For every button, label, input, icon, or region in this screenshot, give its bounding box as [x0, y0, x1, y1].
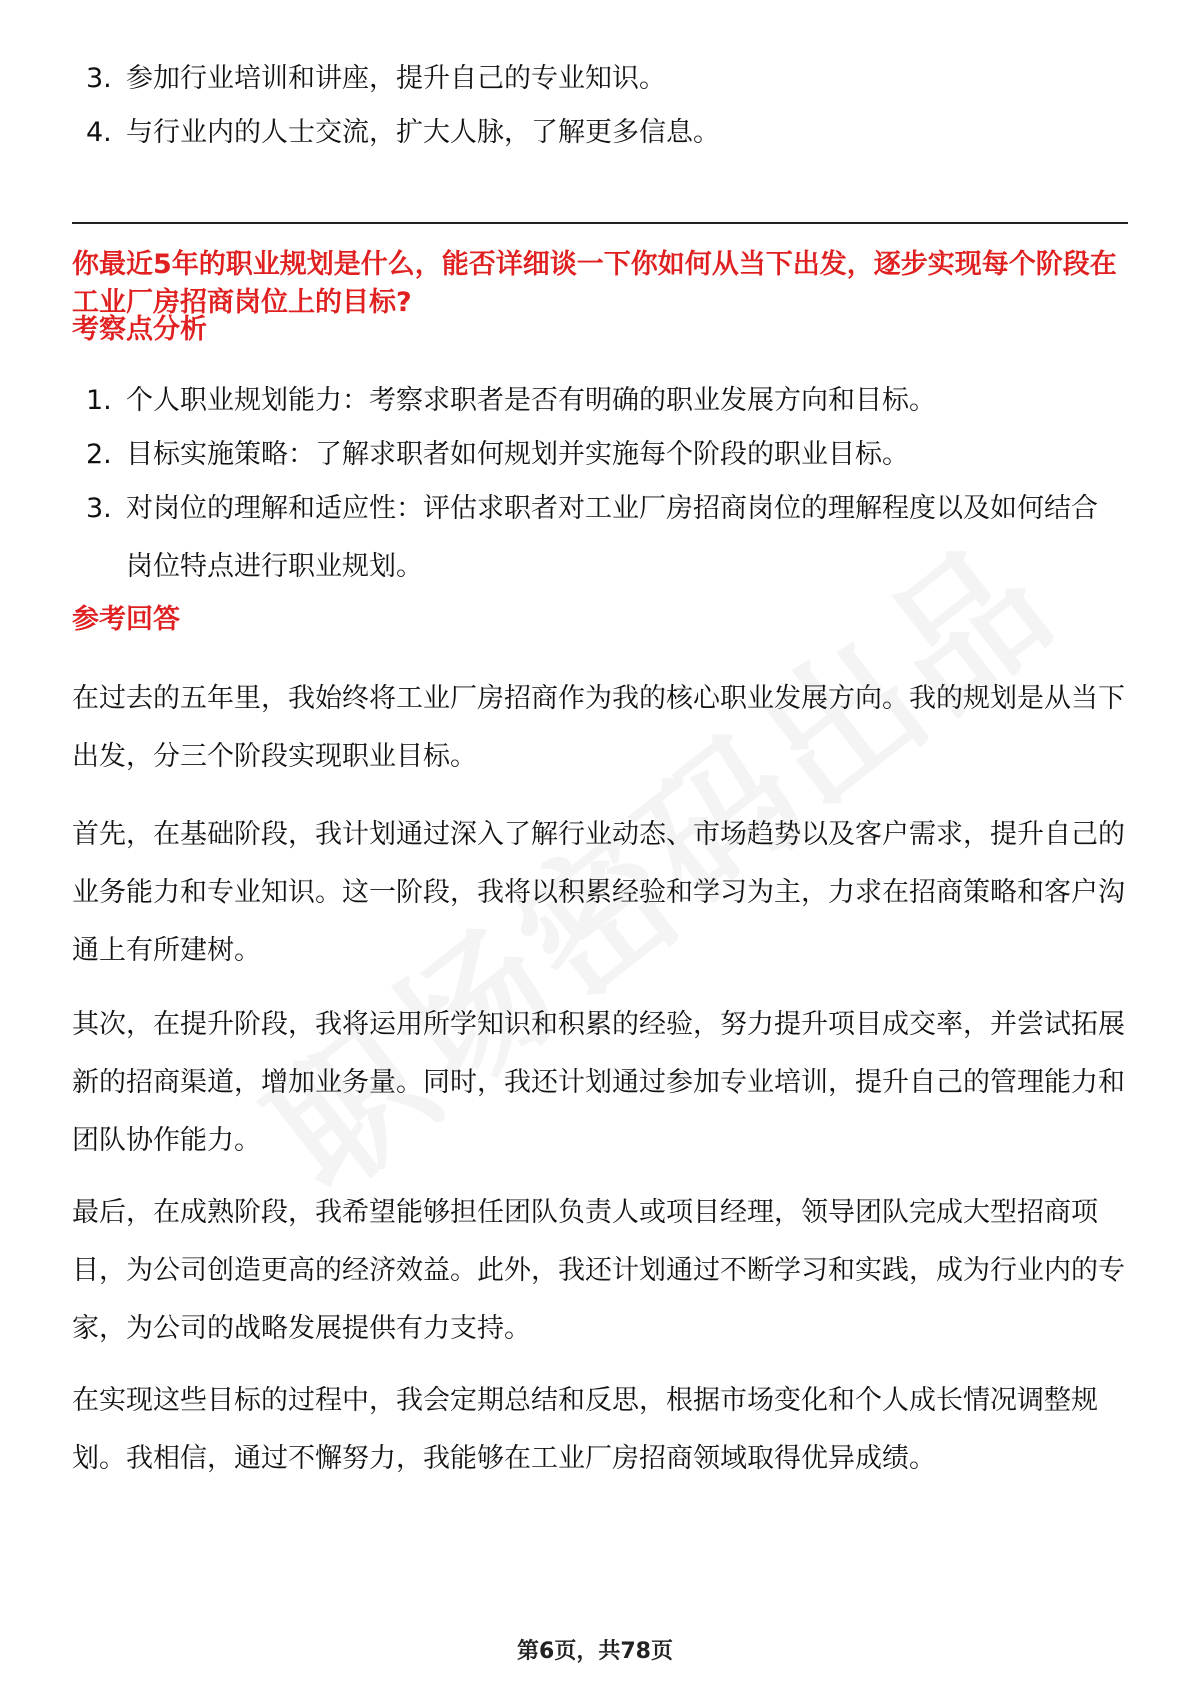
page-number-footer: 第6页，共78页 [517, 1639, 673, 1664]
list-item [86, 426, 1116, 484]
interview-question: 你最近5年的职业规划是什么，能否详细谈一下你如何从当下出发，逐步实现每个阶段在工业厂房招商岗位上的目标? [72, 249, 1117, 318]
list-item [86, 104, 1116, 162]
list-item-number: 2. [86, 439, 112, 470]
answer-paragraph: 最后，在成熟阶段，我希望能够担任团队负责人或项目经理，领导团队完成大型招商项目，为公司创造更高的经济效益。此外，我还计划通过不断学习和实践，成为行业内的专家，为公司的战略发展提供有力支持。 [72, 1197, 1125, 1344]
answer-paragraph: 在过去的五年里，我始终将工业厂房招商作为我的核心职业发展方向。我的规划是从当下出发，分三个阶段实现职业目标。 [72, 683, 1125, 772]
section-divider [72, 222, 1128, 224]
analysis-heading: 考察点分析 [72, 314, 207, 345]
list-item-number: 3. [86, 63, 112, 94]
list-item [86, 50, 1116, 108]
answer-paragraph: 其次，在提升阶段，我将运用所学知识和积累的经验，努力提升项目成交率，并尝试拓展新的招商渠道，增加业务量。同时，我还计划通过参加专业培训，提升自己的管理能力和团队协作能力。 [72, 1009, 1125, 1156]
list-item-number: 3. [86, 493, 112, 524]
answer-paragraph: 首先，在基础阶段，我计划通过深入了解行业动态、市场趋势以及客户需求，提升自己的业务能力和专业知识。这一阶段，我将以积累经验和学习为主，力求在招商策略和客户沟通上有所建树。 [72, 819, 1125, 966]
list-item-text: 与行业内的人士交流，扩大人脉，了解更多信息。 [126, 117, 720, 148]
answer-heading: 参考回答 [72, 604, 180, 635]
list-item-text: 参加行业培训和讲座，提升自己的专业知识。 [126, 63, 666, 94]
list-item-text: 个人职业规划能力：考察求职者是否有明确的职业发展方向和目标。 [126, 385, 936, 416]
list-item-number: 4. [86, 117, 112, 148]
answer-paragraph: 在实现这些目标的过程中，我会定期总结和反思，根据市场变化和个人成长情况调整规划。我相信，通过不懈努力，我能够在工业厂房招商领域取得优异成绩。 [72, 1385, 1098, 1474]
list-item-number: 1. [86, 385, 112, 416]
list-item-text: 对岗位的理解和适应性：评估求职者对工业厂房招商岗位的理解程度以及如何结合岗位特点进行职业规划。 [126, 493, 1098, 582]
list-item-text: 目标实施策略：了解求职者如何规划并实施每个阶段的职业目标。 [126, 439, 909, 470]
list-item [86, 480, 1116, 596]
list-item [86, 372, 1116, 430]
